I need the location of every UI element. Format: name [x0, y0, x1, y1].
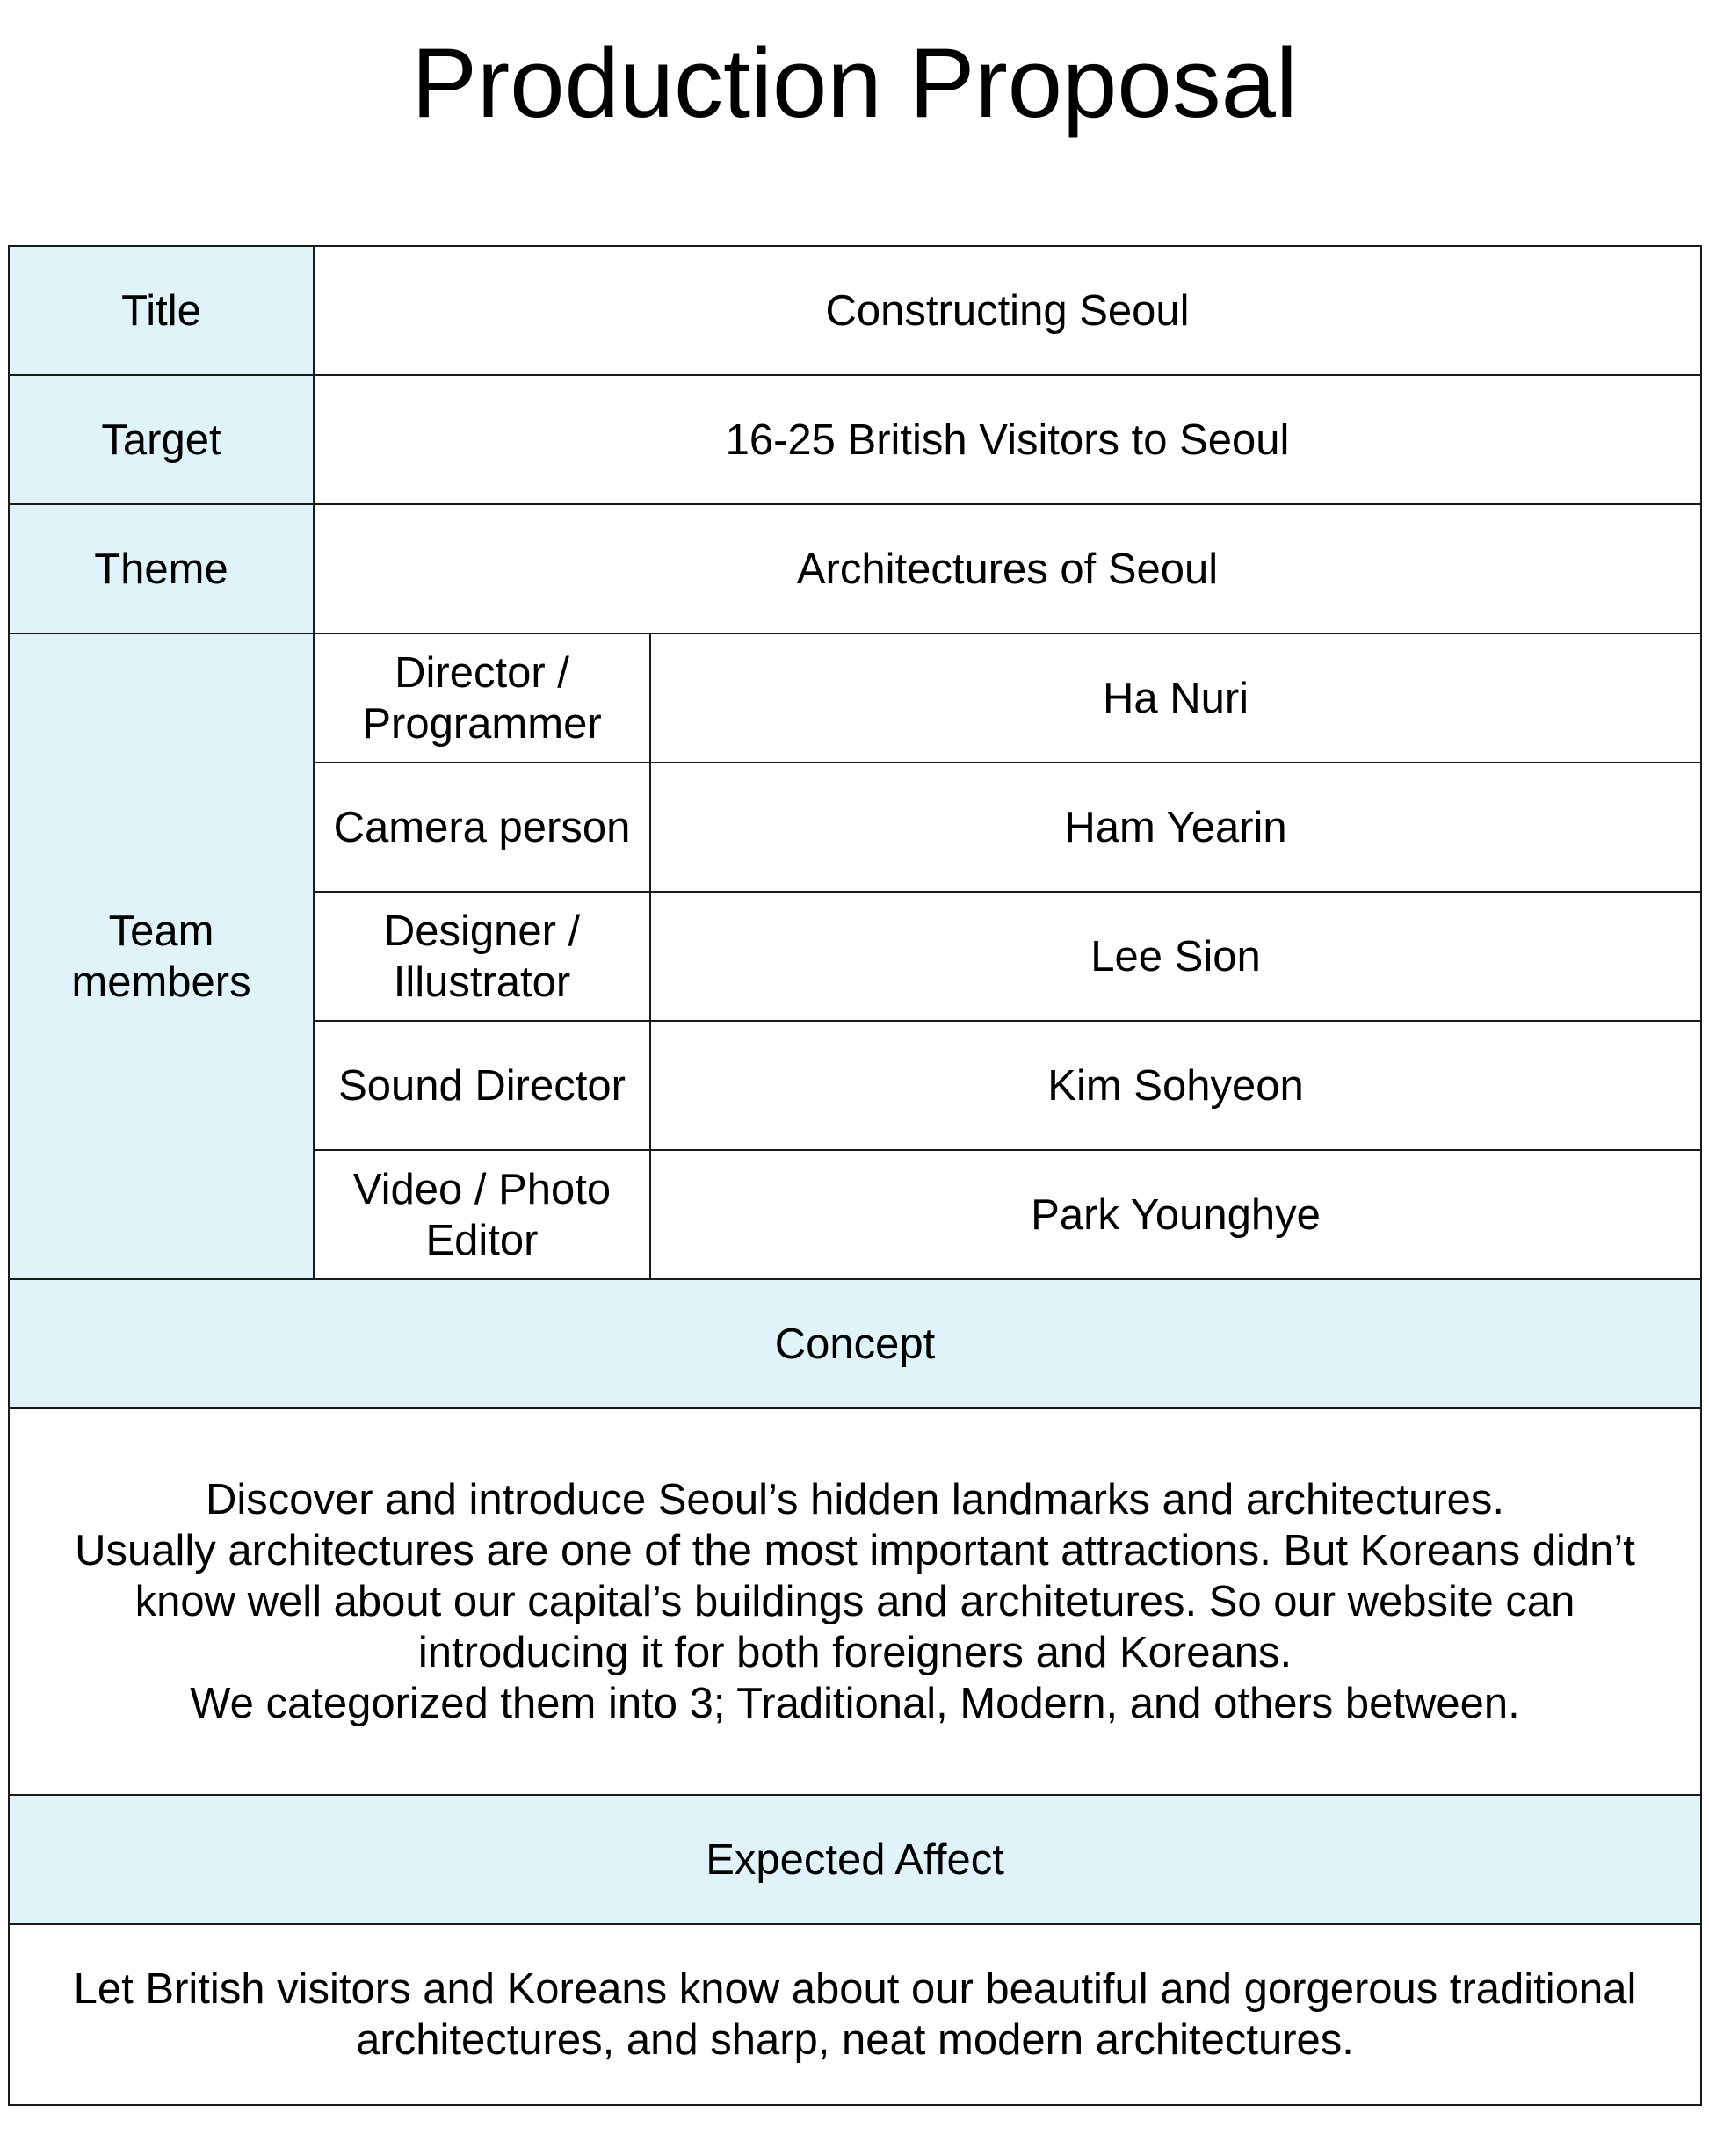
table-row-title	[9, 246, 1701, 375]
team-role: Director / Programmer	[314, 633, 650, 763]
concept-line: Discover and introduce Seoul’s hidden landmarks and architectures.	[205, 1476, 1505, 1523]
target-value: 16-25 British Visitors to Seoul	[314, 375, 1701, 504]
table-row-target	[9, 375, 1701, 504]
team-name: Ha Nuri	[650, 633, 1701, 763]
team-role: Camera person	[314, 763, 650, 892]
concept-heading: Concept	[9, 1279, 1701, 1408]
expected-affect-body: Let British visitors and Koreans know about our beautiful and gorgerous traditional architectures, and sharp, neat modern architectures.	[9, 1924, 1701, 2105]
expected-affect-body-row	[9, 1924, 1701, 2105]
team-name: Kim Sohyeon	[650, 1021, 1701, 1150]
title-label: Title	[9, 246, 314, 375]
concept-line: We categorized them into 3; Traditional, Modern, and others between.	[190, 1680, 1520, 1727]
team-role: Video / Photo Editor	[314, 1150, 650, 1279]
theme-label: Theme	[9, 504, 314, 633]
team-name: Lee Sion	[650, 892, 1701, 1021]
page-title: Production Proposal	[411, 28, 1298, 138]
team-label	[9, 633, 314, 1279]
team-role: Designer / Illustrator	[314, 892, 650, 1021]
target-label: Target	[9, 375, 314, 504]
team-name: Ham Yearin	[650, 763, 1701, 892]
title-value: Constructing Seoul	[314, 246, 1701, 375]
proposal-table	[8, 245, 1702, 2106]
theme-value: Architectures of Seoul	[314, 504, 1701, 633]
concept-body	[9, 1408, 1701, 1795]
concept-body-row	[9, 1408, 1701, 1795]
table-row-theme	[9, 504, 1701, 633]
concept-header-row	[9, 1279, 1701, 1408]
team-name: Park Younghye	[650, 1150, 1701, 1279]
team-label-text: Team members	[71, 907, 251, 1006]
expected-affect-heading: Expected Affect	[9, 1795, 1701, 1924]
concept-line: Usually architectures are one of the most important attractions. But Koreans didn’t know well about our capital’s buildings and architetures. So our website can introducing it for both foreigners and Koreans.	[75, 1527, 1635, 1676]
team-role: Sound Director	[314, 1021, 650, 1150]
team-row	[9, 633, 1701, 763]
expected-affect-header-row	[9, 1795, 1701, 1924]
